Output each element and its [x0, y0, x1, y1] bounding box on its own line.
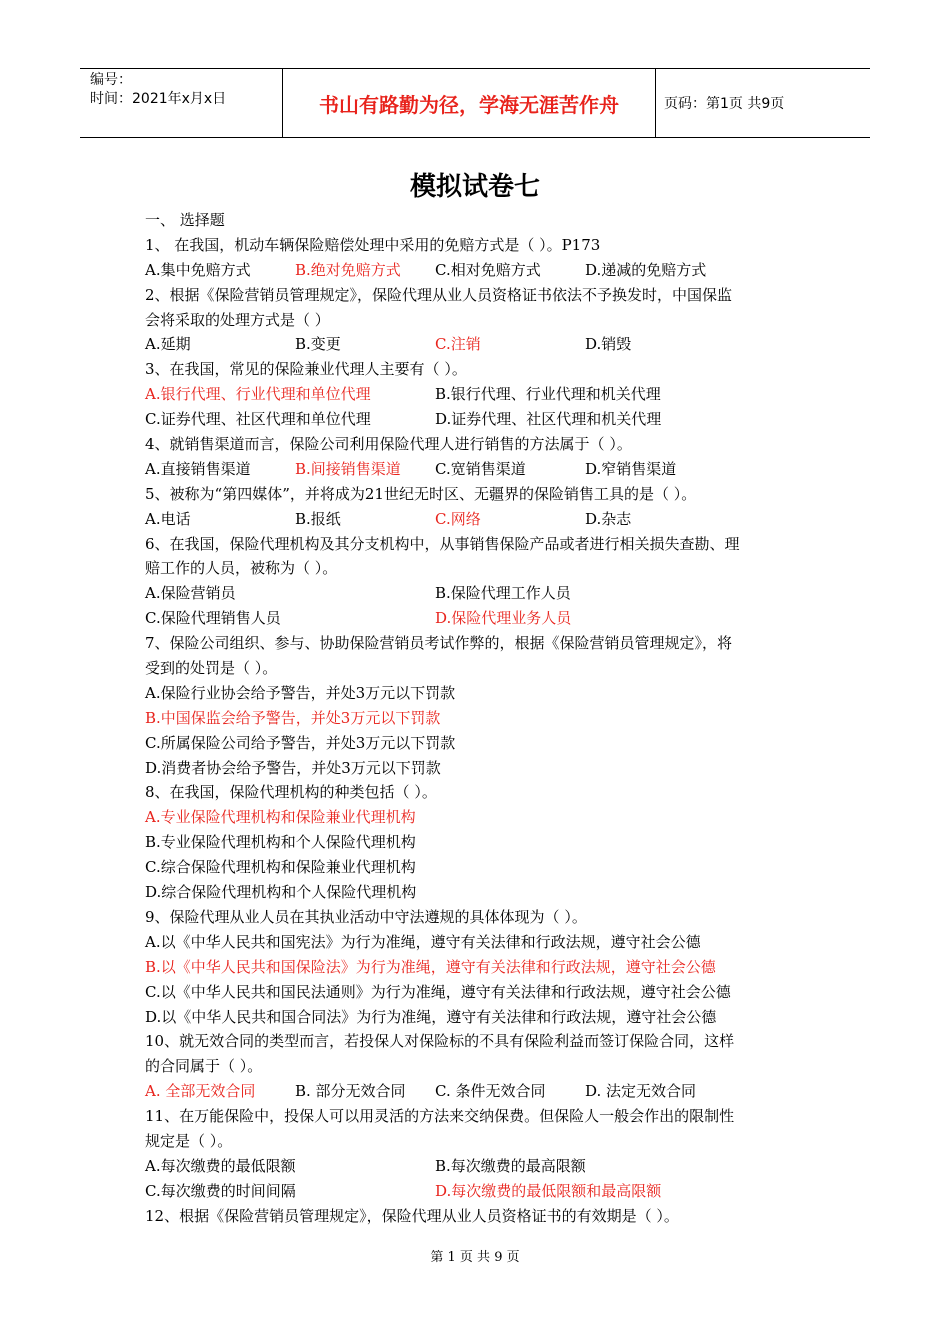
- answer-option-correct: B.绝对免赔方式: [295, 260, 401, 279]
- option-row: [145, 457, 810, 482]
- question-line: 规定是（ ）。: [145, 1131, 233, 1150]
- question-line: D.综合保险代理机构和个人保险代理机构: [145, 883, 417, 902]
- document-header: [80, 68, 870, 138]
- option-row: [145, 1079, 810, 1104]
- answer-option-correct: D.保险代理业务人员: [435, 609, 572, 628]
- option-row: [145, 382, 810, 407]
- question-line: 9、保险代理从业人员在其执业活动中守法遵规的具体体现为（ ）。: [145, 907, 587, 926]
- question-line: B.专业保险代理机构和个人保险代理机构: [145, 833, 416, 852]
- answer-option: B.报纸: [295, 509, 341, 528]
- answer-option: B.每次缴费的最高限额: [435, 1156, 586, 1175]
- question-line: 5、被称为“第四媒体”，并将成为21世纪无时区、无疆界的保险销售工具的是（ ）。: [145, 484, 697, 503]
- answer-option-correct: B.中国保监会给予警告，并处3万元以下罚款: [145, 708, 441, 727]
- question-line: C.所属保险公司给予警告，并处3万元以下罚款: [145, 733, 456, 752]
- answer-option: B.银行代理、行业代理和机关代理: [435, 385, 661, 404]
- answer-option: C.证券代理、社区代理和单位代理: [145, 410, 371, 429]
- option-row: [145, 332, 810, 357]
- answer-option: C.每次缴费的时间间隔: [145, 1181, 296, 1200]
- answer-option: A.电话: [145, 509, 191, 528]
- question-line: D.消费者协会给予警告，并处3万元以下罚款: [145, 758, 441, 777]
- header-meta: [90, 71, 226, 109]
- question-line: 会将采取的处理方式是（ ）: [145, 310, 330, 329]
- answer-option: B.变更: [295, 335, 341, 354]
- answer-option-correct: C.网络: [435, 509, 481, 528]
- answer-option: D.销毁: [585, 335, 632, 354]
- answer-option: D.证券代理、社区代理和机关代理: [435, 410, 662, 429]
- question-line: D.以《中华人民共和国合同法》为行为准绳，遵守有关法律和行政法规，遵守社会公德: [145, 1007, 717, 1026]
- question-line: A.以《中华人民共和国宪法》为行为准绳，遵守有关法律和行政法规，遵守社会公德: [145, 932, 701, 951]
- question-line: 受到的处罚是（ ）。: [145, 659, 278, 678]
- answer-option-correct: A.专业保险代理机构和保险兼业代理机构: [145, 808, 416, 827]
- answer-option: C.宽销售渠道: [435, 459, 526, 478]
- question-line: 12、根据《保险营销员管理规定》，保险代理从业人员资格证书的有效期是（ ）。: [145, 1206, 679, 1225]
- option-row: [145, 507, 810, 532]
- section-heading: 一、 选择题: [145, 211, 225, 229]
- answer-option: C.相对免赔方式: [435, 260, 541, 279]
- question-line: A.保险行业协会给予警告，并处3万元以下罚款: [145, 683, 456, 702]
- exam-body: [145, 208, 810, 1229]
- option-row: [145, 606, 810, 631]
- answer-option: D. 法定无效合同: [585, 1082, 697, 1101]
- header-divider: [655, 69, 656, 137]
- answer-option: A.延期: [145, 335, 191, 354]
- question-line: C.综合保险代理机构和保险兼业代理机构: [145, 858, 416, 877]
- number-label: 编号：: [90, 72, 132, 88]
- answer-option-correct: C.注销: [435, 335, 481, 354]
- question-line: 的合同属于（ ）。: [145, 1057, 263, 1076]
- question-line: 10、就无效合同的类型而言，若投保人对保险标的不具有保险利益而签订保险合同，这样: [145, 1032, 735, 1051]
- header-motto: 书山有路勤为径，学海无涯苦作舟: [319, 92, 619, 117]
- answer-option: B.保险代理工作人员: [435, 584, 571, 603]
- question-line: 6、在我国，保险代理机构及其分支机构中，从事销售保险产品或者进行相关损失查勘、理: [145, 534, 740, 553]
- page-title: 模拟试卷七: [409, 172, 540, 202]
- answer-option: B. 部分无效合同: [295, 1082, 406, 1101]
- answer-option: A.每次缴费的最低限额: [145, 1156, 296, 1175]
- question-line: 1、 在我国，机动车辆保险赔偿处理中采用的免赔方式是（ ）。P173: [145, 235, 601, 254]
- question-line: 3、在我国，常见的保险兼业代理人主要有（ ）。: [145, 360, 467, 379]
- question-line: 4、就销售渠道而言，保险公司利用保险代理人进行销售的方法属于（ ）。: [145, 435, 632, 454]
- question-line: C.以《中华人民共和国民法通则》为行为准绳，遵守有关法律和行政法规，遵守社会公德: [145, 982, 731, 1001]
- answer-option: C. 条件无效合同: [435, 1082, 546, 1101]
- header-page-info: 页码：第1页 共9页: [664, 96, 785, 112]
- question-line: 赔工作的人员，被称为（ ）。: [145, 559, 338, 578]
- option-row: [145, 1179, 810, 1204]
- page-footer: 第 1 页 共 9 页: [430, 1250, 520, 1265]
- question-line: 8、在我国，保险代理机构的种类包括（ ）。: [145, 783, 437, 802]
- answer-option: A.保险营销员: [145, 584, 236, 603]
- question-line: 2、根据《保险营销员管理规定》，保险代理从业人员资格证书依法不予换发时，中国保监: [145, 285, 733, 304]
- answer-option-correct: B.间接销售渠道: [295, 459, 401, 478]
- answer-option: D.递减的免赔方式: [585, 260, 707, 279]
- answer-option: A.直接销售渠道: [145, 459, 251, 478]
- answer-option: A.集中免赔方式: [145, 260, 251, 279]
- answer-option-correct: B.以《中华人民共和国保险法》为行为准绳，遵守有关法律和行政法规，遵守社会公德: [145, 957, 716, 976]
- answer-option: C.保险代理销售人员: [145, 609, 281, 628]
- answer-option: D.杂志: [585, 509, 632, 528]
- option-row: [145, 1154, 810, 1179]
- option-row: [145, 258, 810, 283]
- answer-option-correct: A. 全部无效合同: [145, 1082, 256, 1101]
- answer-option-correct: A.银行代理、行业代理和单位代理: [145, 385, 371, 404]
- question-line: 7、保险公司组织、参与、协助保险营销员考试作弊的，根据《保险营销员管理规定》，将: [145, 634, 733, 653]
- time-label: 时间：2021年x月x日: [90, 91, 227, 107]
- option-row: [145, 407, 810, 432]
- question-line: 11、在万能保险中，投保人可以用灵活的方法来交纳保费。但保险人一般会作出的限制性: [145, 1107, 735, 1126]
- option-row: [145, 581, 810, 606]
- answer-option-correct: D.每次缴费的最低限额和最高限额: [435, 1181, 662, 1200]
- answer-option: D.窄销售渠道: [585, 459, 677, 478]
